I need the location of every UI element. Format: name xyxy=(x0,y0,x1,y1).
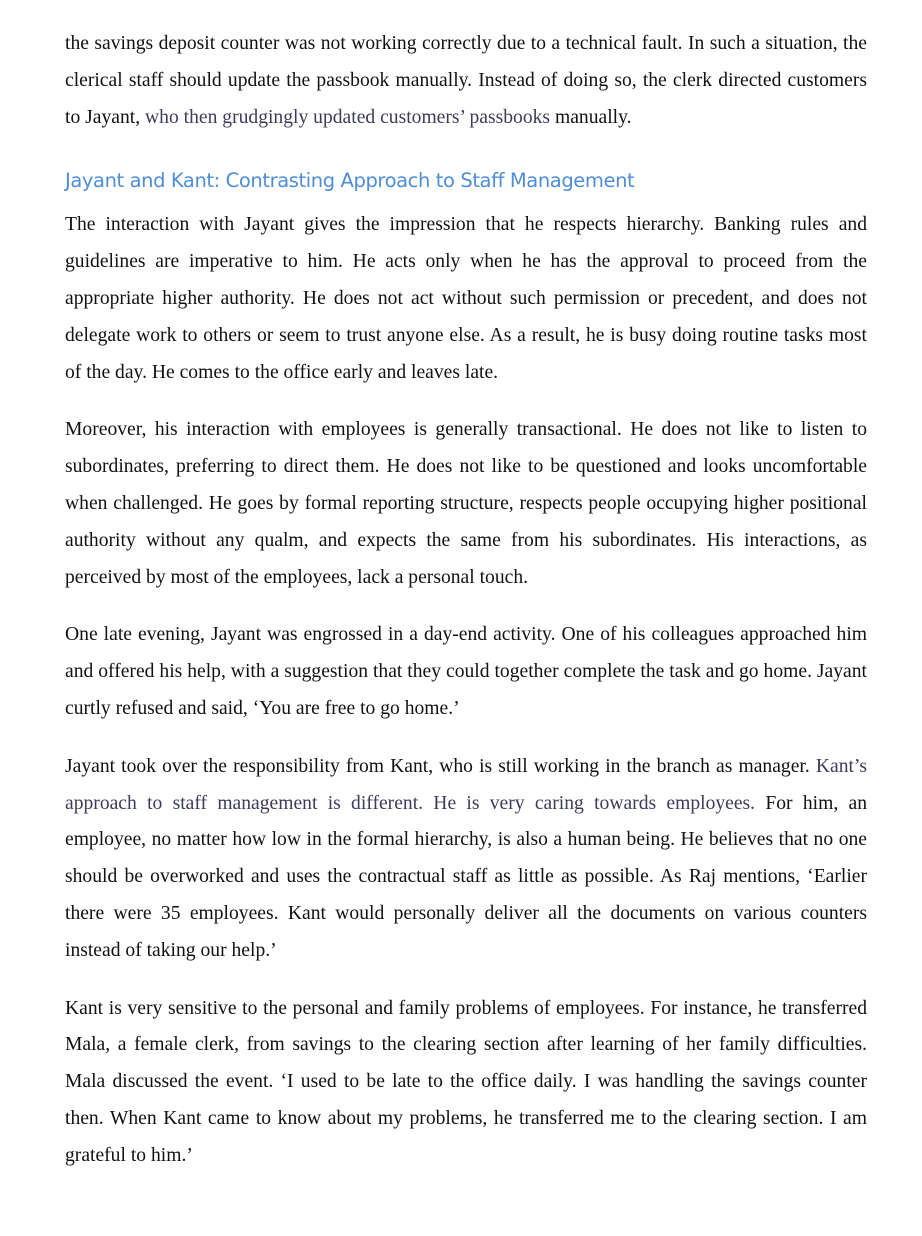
paragraph-5: Kant is very sensitive to the personal and family problems of employees. For instance, he transferred Mala, a female clerk, from savings to the clearing section after learning of her family difficulties. Mala discussed the event. ‘I used to be late to the office daily. I was handling the savings counter then. When Kant came to know about my problems, he transferred me to the clearing section. I am grateful to him.’ xyxy=(65,997,867,1166)
paragraph-intro xyxy=(65,26,867,136)
paragraph-intro-tail: manually. xyxy=(550,106,632,128)
document-page xyxy=(65,26,867,1196)
section-heading: Jayant and Kant: Contrasting Approach to Staff Management xyxy=(65,169,635,193)
paragraph-intro-tinted: who then grudgingly updated customers’ passbooks xyxy=(145,106,551,128)
paragraph-4-tail: For him, an employee, no matter how low in the formal hierarchy, is also a human being. He believes that no one should be overworked and uses the contractual staff as little as possible. As Raj mentions, ‘Earlier there were 35 employees. Kant would personally deliver all the documents on various counters instead of taking our help.’ xyxy=(65,792,867,961)
paragraph-4-tinted: Kant’s approach to staff management is different. He is very caring towards employees. xyxy=(65,755,867,814)
paragraph-4-lead: Jayant took over the responsibility from Kant, who is still working in the branch as manager. xyxy=(65,755,816,777)
paragraph-3: One late evening, Jayant was engrossed in a day-end activity. One of his colleagues approached him and offered his help, with a suggestion that they could together complete the task and go home. Jayant curtly refused and said, ‘You are free to go home.’ xyxy=(65,624,867,719)
paragraph-4 xyxy=(65,749,867,970)
paragraph-2: Moreover, his interaction with employees is generally transactional. He does not like to listen to subordinates, preferring to direct them. He does not like to be questioned and looks uncomfortable when challenged. He goes by formal reporting structure, respects people occupying higher positional authority without any qualm, and expects the same from his subordinates. His interactions, as perceived by most of the employees, lack a personal touch. xyxy=(65,419,867,588)
paragraph-1: The interaction with Jayant gives the impression that he respects hierarchy. Banking rules and guidelines are imperative to him. He acts only when he has the approval to proceed from the appropriate higher authority. He does not act without such permission or precedent, and does not delegate work to others or seem to trust anyone else. As a result, he is busy doing routine tasks most of the day. He comes to the office early and leaves late. xyxy=(65,214,867,383)
paragraph-intro-text: the savings deposit counter was not working correctly due to a technical fault. In such a situation, the clerical staff should update the passbook manually. Instead of doing so, the clerk directed customers to Jayant, xyxy=(65,33,867,128)
